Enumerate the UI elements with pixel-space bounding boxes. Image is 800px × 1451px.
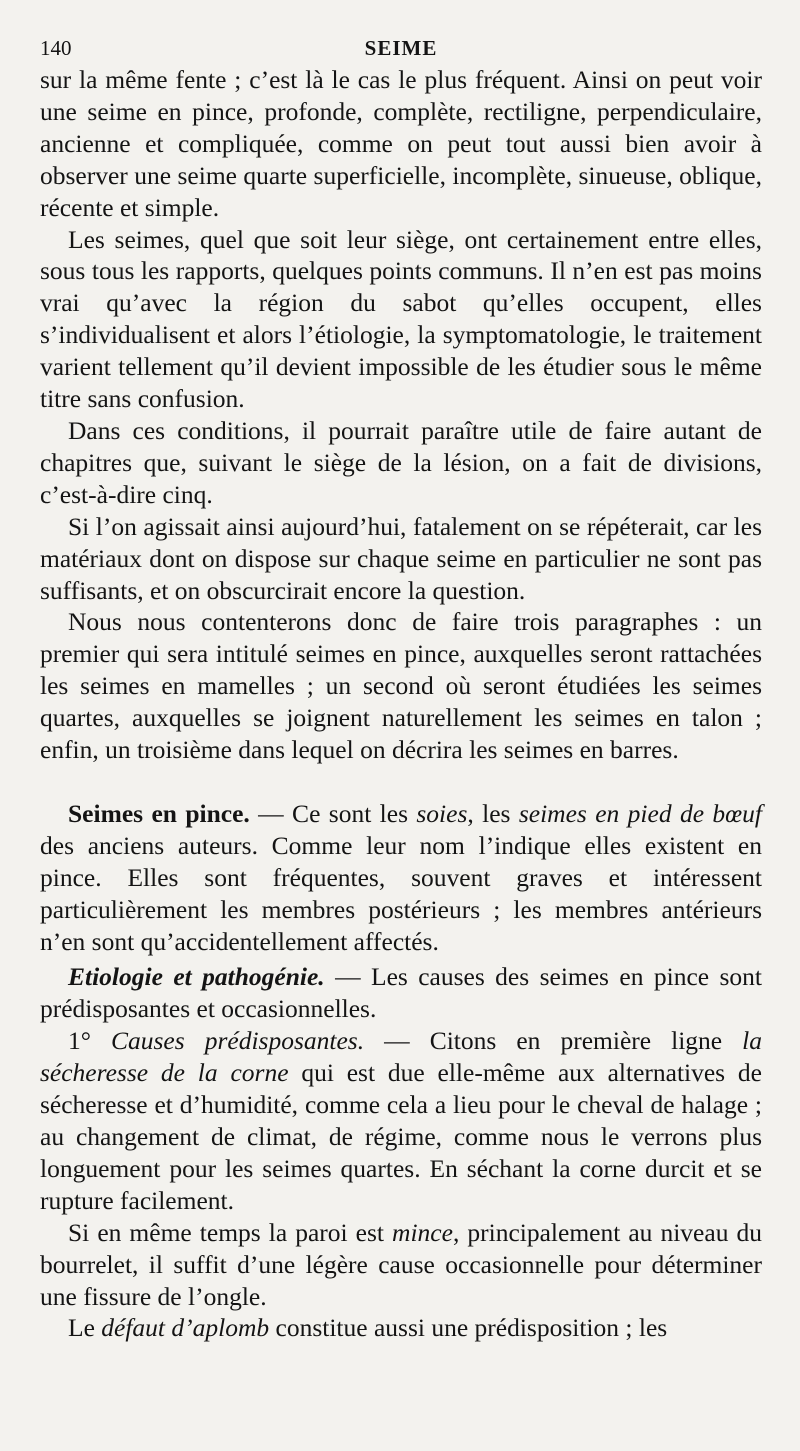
- subsection-etiologie: [40, 961, 762, 1025]
- paragraph-2: Les seimes, quel que soit leur siège, ont certainement entre elles, sous tous les rapports, quelques points communs. Il n’en est pas moins vrai qu’avec la région du sabot qu’elles occupent, elles s’individualisent et alors l’étiologie, la symptomatologie, le traitement varient tellement qu’il devient impossible de les étudier sous le même titre sans confusion.: [40, 224, 762, 414]
- italic-term: mince: [392, 1217, 453, 1247]
- text-run: , principalement au niveau du bourrelet, il suffit d’une légère cause occasionnelle pour déterminer une fissure de l’ongle.: [40, 1217, 762, 1311]
- subsection-heading: Causes prédisposantes.: [111, 1026, 365, 1056]
- italic-term: défaut d’aplomb: [101, 1313, 270, 1343]
- text-run: constitue aussi une prédisposition ; les: [269, 1313, 668, 1343]
- page-number: 140: [40, 36, 72, 60]
- text-run: des anciens auteurs. Comme leur nom l’indique elles existent en pince. Elles sont fréquentes, souvent graves et intéressent particulièrement les membres postérieurs ; les membres antérieurs n’en sont qu’accidentellement affectés.: [40, 830, 762, 956]
- text-run: — Citons en première ligne: [364, 1026, 743, 1056]
- running-head: SEIME: [364, 36, 438, 60]
- text-run: Le: [68, 1313, 102, 1343]
- paragraph-3: Dans ces conditions, il pourrait paraître utile de faire autant de chapitres que, suivant le siège de la lésion, on a fait de divisions, c’est-à-dire cinq.: [40, 415, 762, 509]
- body-text: [40, 64, 762, 1344]
- text-run: — Ce sont les: [249, 798, 417, 828]
- italic-term: la sécheresse de la corne: [40, 1026, 762, 1088]
- italic-term: seimes en pied de bœuf: [518, 798, 762, 828]
- text-run: — Les causes des seimes en pince sont prédisposantes et occasionnelles.: [40, 962, 762, 1024]
- subsection-heading: Etiologie et pathogénie.: [68, 962, 325, 992]
- text-run: , les: [467, 798, 519, 828]
- paragraph-causes-predisposantes: [40, 1025, 762, 1216]
- paragraph-5: Nous nous contenterons donc de faire trois paragraphes : un premier qui sera intitulé seimes en pince, auxquelles seront rattachées les seimes en mamelles ; un second où seront étudiées les seimes quartes, auxquelles se joignent naturellement les seimes en talon ; enfin, un troisième dans lequel on décrira les seimes en barres.: [40, 607, 762, 765]
- text-run: qui est due elle-même aux alternatives de sécheresse et d’humidité, comme cela a lieu pour le cheval de halage ; au changement de climat, de régime, comme nous le verrons plus longuement pour les seimes quartes. En séchant la corne durcit et se rupture facilement.: [40, 1058, 762, 1215]
- section-heading: Seimes en pince.: [68, 798, 250, 828]
- page-header: [40, 30, 762, 64]
- paragraph-1: sur la même fente ; c’est là le cas le plus fréquent. Ainsi on peut voir une seime en pince, profonde, complète, rectiligne, perpendiculaire, ancienne et compliquée, comme on peut tout aussi bien avoir à observer une seime quarte superficielle, incomplète, sinueuse, oblique, récente et simple.: [40, 65, 762, 222]
- list-marker: 1°: [68, 1026, 111, 1056]
- paragraph-4: Si l’on agissait ainsi aujourd’hui, fatalement on se répéterait, car les matériaux dont on dispose sur chaque seime en particulier ne sont pas suffisants, et on obscurcirait encore la question.: [40, 511, 762, 605]
- text-run: Si en même temps la paroi est: [68, 1217, 393, 1247]
- paragraph-paroi-mince: [40, 1217, 762, 1313]
- paragraph-defaut-aplomb: [40, 1312, 762, 1344]
- italic-term: soies: [416, 798, 468, 828]
- section-seimes-en-pince: [40, 798, 762, 958]
